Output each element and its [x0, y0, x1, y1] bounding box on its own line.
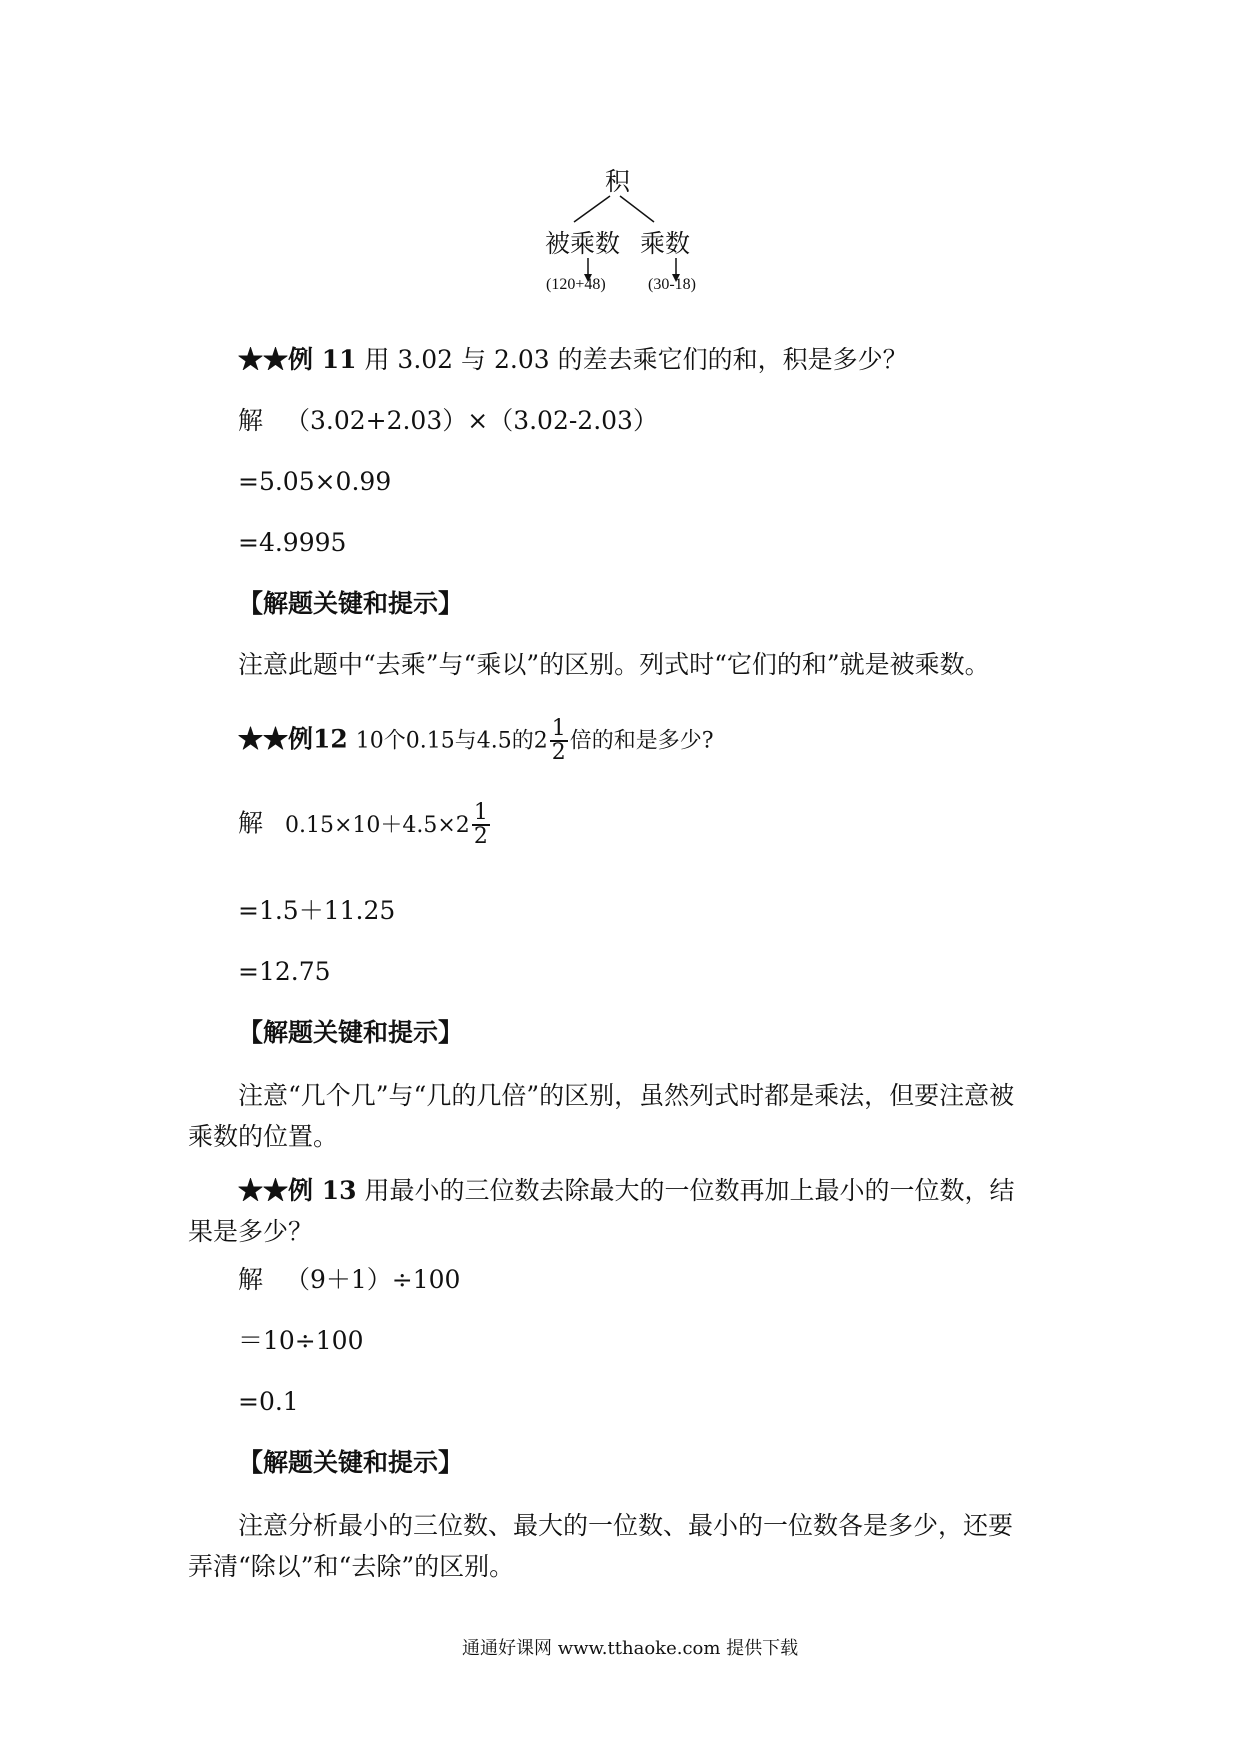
question-text-b: 倍的和是多少?	[569, 728, 714, 754]
diagram-right-label: 乘数	[640, 229, 691, 258]
example-13-question	[188, 1170, 1024, 1252]
example-12-question	[238, 718, 714, 764]
example-13-key-title: 【解题关键和提示】	[238, 1448, 464, 1477]
solution-prefix: 解	[238, 1265, 264, 1294]
fraction-denominator: 2	[551, 740, 566, 765]
example-12-solution-line2: =1.5＋11.25	[238, 896, 396, 925]
example-11-solution-line1	[238, 406, 658, 436]
example-11-solution-line3: =4.9995	[238, 528, 347, 557]
diagram-left-expr: (120+48)	[546, 276, 606, 293]
solution-expression: （3.02+2.03）×（3.02-2.03）	[284, 406, 658, 435]
solution-prefix: 解	[238, 808, 264, 838]
star-rating: ★★	[238, 1176, 289, 1205]
example-13-key-text: 注意分析最小的三位数、最大的一位数、最小的一位数各是多少，还要弄清“除以”和“去除”的区别。	[188, 1511, 1014, 1581]
example-11-key-text: 注意此题中“去乘”与“乘以”的区别。列式时“它们的和”就是被乘数。	[238, 650, 990, 679]
fraction	[550, 718, 568, 764]
diagram-right-expr: (30-18)	[648, 276, 696, 293]
question-text-a: 10个0.15与4.5的2	[355, 728, 548, 754]
example-11-solution-line2: =5.05×0.99	[238, 467, 392, 496]
solution-expression: 0.15×10＋4.5×2	[284, 812, 470, 838]
page-footer: 通通好课网 www.tthaoke.com 提供下载	[462, 1638, 799, 1659]
diagram-top-label: 积	[605, 167, 631, 196]
fraction-numerator: 1	[551, 716, 566, 741]
example-label: 例12	[288, 724, 348, 754]
example-12-solution-line1	[238, 802, 492, 848]
example-11-key-title: 【解题关键和提示】	[238, 589, 464, 618]
example-label: 例 13	[288, 1176, 357, 1205]
diagram-left-label: 被乘数	[545, 229, 621, 258]
example-12-solution-line3: =12.75	[238, 957, 331, 986]
example-13-solution-line2: ＝10÷100	[238, 1326, 364, 1355]
fraction-numerator: 1	[473, 800, 488, 825]
example-12-key-text: 注意“几个几”与“几的几倍”的区别，虽然列式时都是乘法，但要注意被乘数的位置。	[188, 1081, 1015, 1151]
example-11-question	[238, 345, 908, 375]
example-12-key-title: 【解题关键和提示】	[238, 1018, 464, 1047]
star-rating: ★★	[238, 345, 289, 374]
example-13-solution-line1	[238, 1265, 460, 1295]
fraction	[472, 802, 490, 848]
question-text: 用最小的三位数去除最大的一位数再加上最小的一位数，结果是多少？	[188, 1176, 1015, 1246]
solution-expression: （9＋1）÷100	[284, 1265, 461, 1294]
fraction-denominator: 2	[473, 824, 488, 849]
star-rating: ★★	[238, 724, 289, 754]
question-text: 用 3.02 与 2.03 的差去乘它们的和，积是多少？	[364, 345, 908, 374]
example-13-solution-line3: =0.1	[238, 1387, 299, 1416]
example-label: 例 11	[288, 345, 357, 374]
solution-prefix: 解	[238, 406, 264, 435]
